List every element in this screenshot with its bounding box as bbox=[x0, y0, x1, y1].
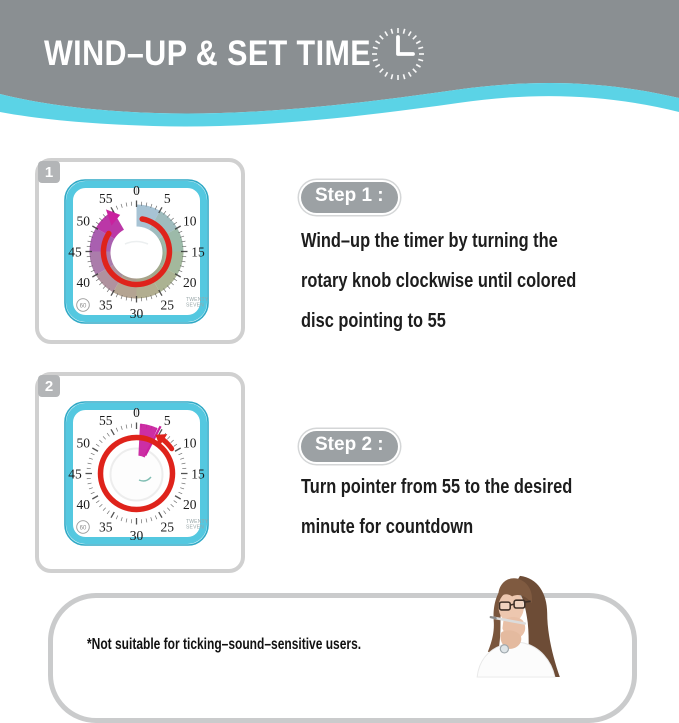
svg-text:25: 25 bbox=[161, 298, 175, 313]
svg-text:SEVEN: SEVEN bbox=[186, 525, 204, 531]
step-2-badge: Step 2 : bbox=[301, 431, 398, 462]
step-2-line-1: Turn pointer from 55 to the desired bbox=[301, 467, 572, 507]
svg-text:50: 50 bbox=[76, 436, 90, 451]
svg-text:5: 5 bbox=[164, 413, 171, 428]
svg-text:35: 35 bbox=[99, 298, 113, 313]
svg-text:45: 45 bbox=[68, 466, 82, 481]
svg-text:30: 30 bbox=[130, 528, 144, 543]
svg-text:30: 30 bbox=[130, 306, 144, 321]
note-text: *Not suitable for ticking–sound–sensitive users. bbox=[87, 636, 361, 654]
woman-watch bbox=[500, 645, 508, 653]
svg-text:15: 15 bbox=[191, 466, 205, 481]
figure-number-badge-2: 2 bbox=[38, 375, 60, 397]
figure-card-1 bbox=[35, 158, 245, 344]
svg-text:35: 35 bbox=[99, 520, 113, 535]
step-1-badge: Step 1 : bbox=[301, 182, 398, 213]
svg-text:25: 25 bbox=[161, 520, 175, 535]
svg-text:0: 0 bbox=[133, 183, 140, 198]
svg-text:55: 55 bbox=[99, 191, 113, 206]
svg-text:40: 40 bbox=[76, 275, 90, 290]
step-2-text bbox=[301, 467, 632, 547]
svg-text:20: 20 bbox=[183, 275, 197, 290]
svg-text:TWENTY: TWENTY bbox=[186, 297, 209, 303]
svg-text:SEVEN: SEVEN bbox=[186, 303, 204, 309]
svg-text:45: 45 bbox=[68, 244, 82, 259]
svg-text:20: 20 bbox=[183, 497, 197, 512]
svg-text:10: 10 bbox=[183, 436, 197, 451]
timer-graphic-set bbox=[63, 400, 210, 547]
svg-text:40: 40 bbox=[76, 497, 90, 512]
svg-text:5: 5 bbox=[164, 191, 171, 206]
svg-text:55: 55 bbox=[99, 413, 113, 428]
timer-graphic-wound bbox=[63, 178, 210, 325]
pen-tip bbox=[491, 617, 496, 618]
thinking-woman-photo bbox=[468, 572, 568, 679]
svg-text:10: 10 bbox=[183, 214, 197, 229]
step-1-line-1: Wind–up the timer by turning the bbox=[301, 221, 576, 261]
svg-text:15: 15 bbox=[191, 244, 205, 259]
figure-card-2 bbox=[35, 372, 245, 573]
step-2-line-2: minute for countdown bbox=[301, 507, 572, 547]
page-title: WIND–UP & SET TIME bbox=[44, 34, 371, 74]
svg-text:TWENTY: TWENTY bbox=[186, 519, 209, 525]
svg-text:0: 0 bbox=[133, 405, 140, 420]
step-1-line-3: disc pointing to 55 bbox=[301, 301, 576, 341]
step-1-line-2: rotary knob clockwise until colored bbox=[301, 261, 576, 301]
svg-text:50: 50 bbox=[76, 214, 90, 229]
svg-text:60: 60 bbox=[80, 303, 87, 309]
figure-number-badge-1: 1 bbox=[38, 161, 60, 183]
step-1-text bbox=[301, 221, 637, 341]
svg-text:60: 60 bbox=[80, 525, 87, 531]
clock-icon bbox=[370, 26, 426, 82]
